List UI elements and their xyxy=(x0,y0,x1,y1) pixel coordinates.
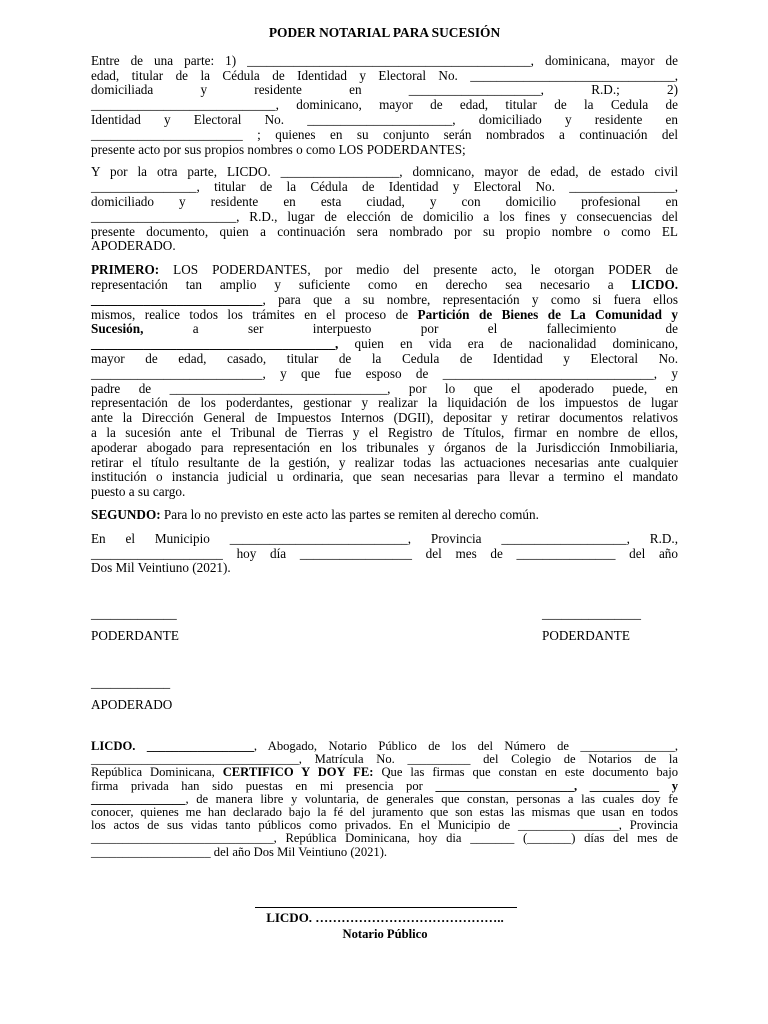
text-line: retirar el título resultante de la gestión, y realizar todas las actuaciones necesarias ante cualquier xyxy=(91,454,678,470)
text-line xyxy=(91,508,678,523)
paragraph-parties-1 xyxy=(91,54,678,158)
text-span: Para lo no previsto en este acto las partes se remiten al derecho común. xyxy=(163,506,539,522)
text-line: edad, titular de la Cédula de Identidad y Electoral No. _______________________________, xyxy=(91,67,678,83)
text-bold: _______________ xyxy=(91,791,186,806)
text-span: a ser interpuesto por el fallecimiento de xyxy=(192,321,678,337)
text-line: Entre de una parte: 1) ___________________________________________, dominicana, mayor de xyxy=(91,52,678,68)
paragraph-segundo xyxy=(91,508,678,523)
poderdante-label-right: PODERDANTE xyxy=(542,628,630,643)
text-bold: Sucesión, xyxy=(91,321,144,337)
text-line: _______________________ ; quienes en su conjunto serán nombrados a continuación del xyxy=(91,126,678,142)
text-line: padre de _________________________________, por lo que el apoderado puede, en xyxy=(91,380,678,396)
text-line: a la sucesión ante el Tribunal de Tierras y el Registro de Títulos, firmar en nombre de ellos, xyxy=(91,424,678,440)
text-line: domiciliada y residente en ____________________, R.D.; 2) xyxy=(91,82,678,98)
text-line: ______________________, R.D., lugar de elección de domicilio a los fines y consecuencias del xyxy=(91,208,678,224)
notary-certification xyxy=(91,740,678,859)
text-line xyxy=(91,308,678,323)
text-line xyxy=(91,337,678,352)
notary-signature-block xyxy=(255,907,515,942)
text-bold: Partición de Bienes de La Comunidad y xyxy=(417,306,678,322)
text-line: APODERADO. xyxy=(91,238,176,254)
text-line: _________________________________, Matrícula No. __________ del Colegio de Notarios de la xyxy=(91,752,678,767)
text-line xyxy=(91,263,678,278)
poderdante-label-left: PODERDANTE xyxy=(91,628,179,643)
text-bold: ______________________, ___________ y xyxy=(435,778,678,793)
text-span: , Abogado, Notario Público de los del Número de _______________, xyxy=(253,739,678,753)
segundo-label: SEGUNDO: xyxy=(91,506,161,522)
signature-line-right: _______________ xyxy=(542,606,641,621)
text-line: mayor de edad, casado, titular de la Cedula de Identidad y Electoral No. xyxy=(91,350,678,366)
text-line: _____________________________, República Dominicana, hoy dia _______ (_______) días del mes de xyxy=(91,831,678,846)
text-span: , para que a su nombre, representación y como si fuera ellos xyxy=(262,291,678,307)
text-line xyxy=(91,278,678,293)
signature-line xyxy=(255,907,517,908)
text-line: representación de los poderdantes, gestionar y realizar la liquidación de los impuestos de lugar xyxy=(91,395,678,411)
text-span: mismos, realice todos los trámites en el proceso de xyxy=(91,306,409,322)
text-bold: __________________________ xyxy=(91,291,263,307)
text-bold: _____________________________________, xyxy=(91,336,339,352)
text-line: Identidad y Electoral No. ______________________, domiciliado y residente en xyxy=(91,111,678,127)
text-line: ___________________ del año Dos Mil Veintiuno (2021). xyxy=(91,844,388,859)
text-bold: LICDO. _________________ xyxy=(91,739,254,753)
text-line: presente acto por sus propios nombres o como LOS PODERDANTES; xyxy=(91,141,466,157)
text-line: conocer, quienes me han declarado bajo la fé del juramento que son estas las mismas que usan en todos xyxy=(91,805,678,820)
text-line: puesto a su cargo. xyxy=(91,484,186,500)
text-line: __________________________, y que fue esposo de ________________________________, y xyxy=(91,365,678,381)
text-bold: CERTIFICO Y DOY FE: xyxy=(222,765,374,780)
text-bold: LICDO. xyxy=(631,276,679,292)
paragraph-primero xyxy=(91,263,678,500)
text-line: Dos Mil Veintiuno (2021). xyxy=(91,560,231,576)
text-line: ante la Dirección General de Impuestos Internos (DGII), depositar y retirar documentos relativos xyxy=(91,410,678,426)
text-line: ____________________ hoy día _________________ del mes de _______________ del año xyxy=(91,545,678,561)
text-span: Que las firmas que constan en este documento bajo xyxy=(381,765,679,780)
text-line xyxy=(91,293,678,308)
text-span: LOS PODERDANTES, por medio del presente acto, le otorgan PODER de xyxy=(173,262,678,278)
text-line: los actos de sus vidas tanto públicos como privados. En el Municipio de ________________, Provincia xyxy=(91,818,678,833)
notario-publico-label: Notario Público xyxy=(342,927,428,941)
text-line: Y por la otra parte, LICDO. __________________, domnicano, mayor de edad, de estado civil xyxy=(91,164,678,180)
text-line: institución o instancia judicial u ordinaria, que sean necesarias para llevar a termino el mandato xyxy=(91,469,678,485)
text-span: quien en vida era de nacionalidad dominicano, xyxy=(354,336,678,352)
licdo-line: LICDO. …………………………………….. xyxy=(266,910,504,925)
text-line: apoderar abogado para representación en los tribunales y órganos de la Jurisdicción Inmobiliaria, xyxy=(91,439,678,455)
signature-line-left: _____________ xyxy=(91,606,177,621)
document-title: PODER NOTARIAL PARA SUCESIÓN xyxy=(268,25,501,40)
document-body xyxy=(91,26,678,576)
text-line: En el Municipio ___________________________, Provincia ___________________, R.D., xyxy=(91,530,678,546)
text-span: , de manera libre y voluntaria, de generales que constan, personas a las cuales doy fe xyxy=(185,791,678,806)
signature-line-apoderado: ____________ xyxy=(91,675,171,690)
text-span: firma privada han sido puestas en mi presencia por xyxy=(91,778,423,793)
text-line: ____________________________, dominicano, mayor de edad, titular de la Cedula de xyxy=(91,97,678,113)
text-line: domiciliado y residente en esta ciudad, y con domicilio profesional en xyxy=(91,193,678,209)
text-line: presente documento, quien a continuación sera nombrado por su propio nombre o como EL xyxy=(91,223,678,239)
apoderado-label: APODERADO xyxy=(91,697,173,712)
paragraph-parties-2 xyxy=(91,165,678,254)
paragraph-place-date xyxy=(91,532,678,576)
text-span: representación tan amplio y suficiente como en derecho sea necesario a xyxy=(91,276,614,292)
text-line xyxy=(91,322,678,337)
primero-label: PRIMERO: xyxy=(91,262,160,278)
text-span: República Dominicana, xyxy=(91,765,215,780)
text-line: ________________, titular de la Cédula de Identidad y Electoral No. ________________, xyxy=(91,179,678,195)
